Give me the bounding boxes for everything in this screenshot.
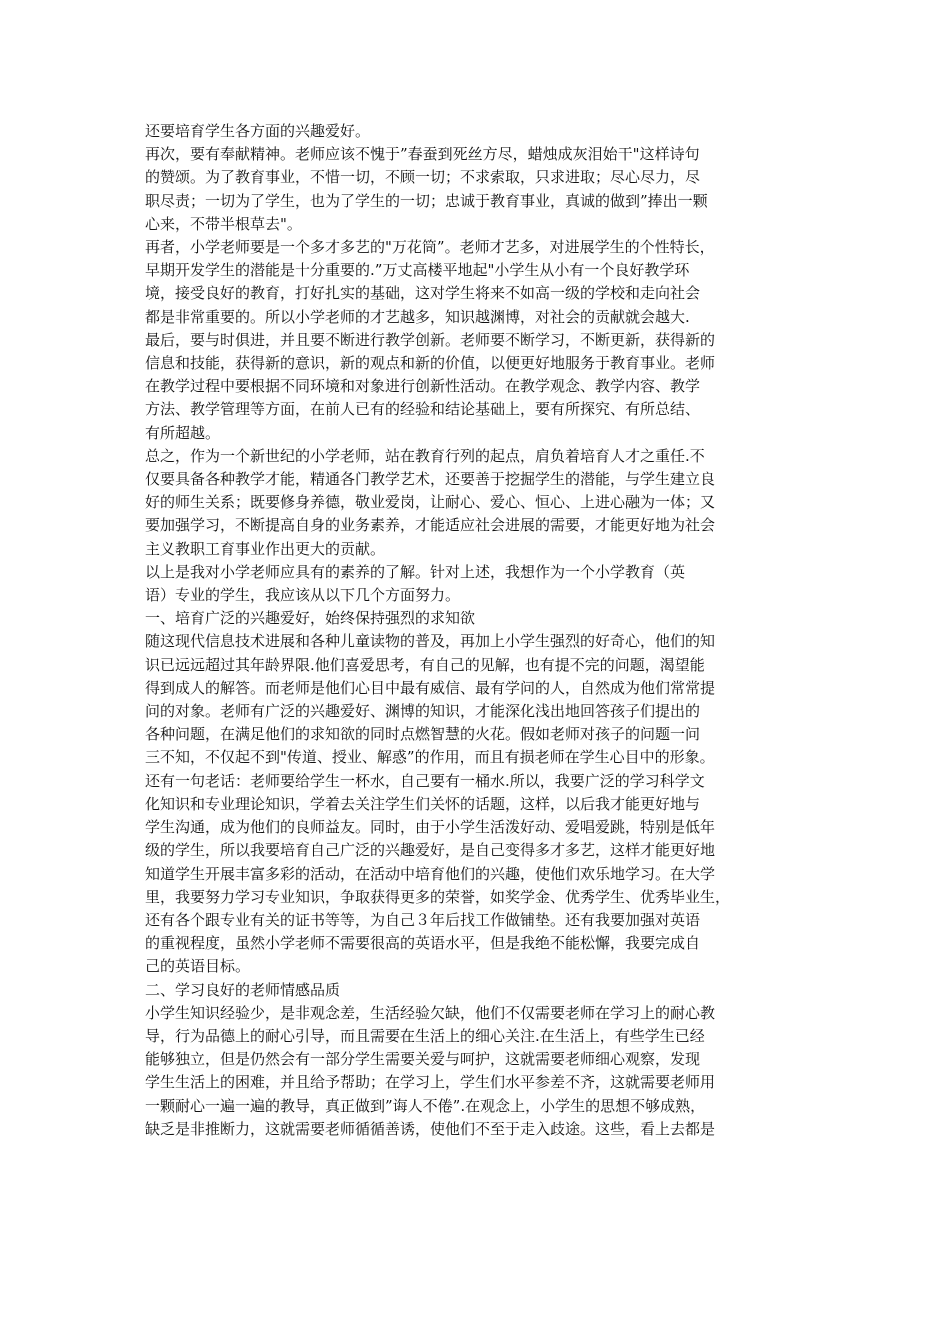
text-line: 以上是我对小学老师应具有的素养的了解。针对上述，我想作为一个小学教育（英: [145, 562, 686, 581]
text-line: 能够独立，但是仍然会有一部分学生需要关爱与呵护，这就需要老师细心观察，发现: [145, 1050, 701, 1069]
text-line: 总之，作为一个新世纪的小学老师，站在教育行列的起点，肩负着培育人才之重任.不: [145, 446, 705, 465]
text-line: 得到成人的解答。而老师是他们心目中最有威信、最有学问的人，自然成为他们常常提: [145, 678, 716, 697]
text-line: 随这现代信息技术进展和各种儿童读物的普及，再加上小学生强烈的好奇心，他们的知: [145, 632, 716, 651]
text-line: 都是非常重要的。所以小学老师的才艺越多，知识越渊博，对社会的贡献就会越大.: [145, 307, 690, 326]
text-line: 级的学生，所以我要培育自己广泛的兴趣爱好，是自己变得多才多艺，这样才能更好地: [145, 841, 716, 860]
text-line: 境，接受良好的教育，打好扎实的基础，这对学生将来不如高一级的学校和走向社会: [145, 284, 701, 303]
text-line: 主义教职工育事业作出更大的贡献。: [145, 539, 386, 558]
text-line: 导，行为品德上的耐心引导，而且需要在生活上的细心关注.在生活上，有些学生已经: [145, 1026, 705, 1045]
text-line: 有所超越。: [145, 423, 221, 442]
paragraph: [145, 236, 815, 329]
text-line: 还有各个跟专业有关的证书等等，为自己３年后找工作做铺垫。还有我要加强对英语: [145, 910, 701, 929]
text-line: 好的师生关系；既要修身养德，敬业爱岗，让耐心、爱心、恒心、上进心融为一体；又: [145, 493, 716, 512]
text-line: 问的对象。老师有广泛的兴趣爱好、渊博的知识，才能深化浅出地回答孩子们提出的: [145, 702, 701, 721]
text-line: 化知识和专业理论知识，学着去关注学生们关怀的话题，这样，以后我才能更好地与: [145, 794, 701, 813]
paragraph: [145, 1002, 815, 1141]
text-line: 二、学习良好的老师情感品质: [145, 980, 341, 999]
text-line: 一、培育广泛的兴趣爱好，始终保持强烈的求知欲: [145, 609, 476, 628]
text-line: 缺乏是非推断力，这就需要老师循循善诱，使他们不至于走入歧途。这些，看上去都是: [145, 1119, 716, 1138]
text-line: 再者，小学老师要是一个多才多艺的"万花筒”。老师才艺多，对进展学生的个性特长，: [145, 238, 715, 257]
paragraph: [145, 329, 815, 445]
text-line: 要加强学习，不断提高自身的业务素养，才能适应社会进展的需要，才能更好地为社会: [145, 516, 716, 535]
paragraph: [145, 143, 815, 236]
text-line: 早期开发学生的潜能是十分重要的.”万丈高楼平地起"小学生从小有一个良好教学环: [145, 261, 690, 280]
paragraph: [145, 120, 815, 143]
text-line: 知道学生开展丰富多彩的活动，在活动中培育他们的兴趣，使他们欢乐地学习。在大学: [145, 864, 716, 883]
text-line: 在教学过程中要根据不同环境和对象进行创新性活动。在教学观念、教学内容、教学: [145, 377, 701, 396]
text-line: 还要培育学生各方面的兴趣爱好。: [145, 122, 371, 140]
text-line: 心来，不带半根草去"。: [145, 214, 302, 233]
text-line: 语）专业的学生，我应该从以下几个方面努力。: [145, 586, 461, 605]
paragraph: [145, 445, 815, 561]
text-line: 职尽责；一切为了学生，也为了学生的一切；忠诚于教育事业，真诚的做到”捧出一颗: [145, 191, 708, 210]
text-line: 的重视程度，虽然小学老师不需要很高的英语水平，但是我绝不能松懈，我要完成自: [145, 934, 701, 953]
section-heading: [145, 979, 815, 1002]
text-line: 学生生活上的困难，并且给予帮助；在学习上，学生们水平参差不齐，这就需要老师用: [145, 1073, 716, 1092]
text-line: 还有一句老话：老师要给学生一杯水，自己要有一桶水.所以，我要广泛的学习科学文: [145, 771, 705, 790]
paragraph: [145, 630, 815, 978]
text-line: 方法、教学管理等方面，在前人已有的经验和结论基础上，要有所探究、有所总结、: [145, 400, 701, 419]
section-heading: [145, 607, 815, 630]
text-line: 仅要具备各种教学才能，精通各门教学艺术，还要善于挖掘学生的潜能，与学生建立良: [145, 470, 716, 489]
document-page: [145, 120, 815, 1141]
text-line: 三不知，不仅起不到"传道、授业、解惑”的作用，而且有损老师在学生心目中的形象。: [145, 748, 715, 767]
text-line: 己的英语目标。: [145, 957, 251, 976]
text-line: 里，我要努力学习专业知识，争取获得更多的荣誉，如奖学金、优秀学生、优秀毕业生，: [145, 887, 731, 906]
text-line: 小学生知识经验少，是非观念差，生活经验欠缺，他们不仅需要老师在学习上的耐心教: [145, 1003, 716, 1022]
text-line: 识已远远超过其年龄界限.他们喜爱思考，有自己的见解，也有提不完的问题，渴望能: [145, 655, 705, 674]
text-line: 的赞颂。为了教育事业，不惜一切，不顾一切；不求索取，只求进取；尽心尽力，尽: [145, 168, 701, 187]
text-line: 学生沟通，成为他们的良师益友。同时，由于小学生活泼好动、爱唱爱跳，特别是低年: [145, 818, 716, 837]
text-line: 各种问题，在满足他们的求知欲的同时点燃智慧的火花。假如老师对孩子的问题一问: [145, 725, 701, 744]
text-line: 再次，要有奉献精神。老师应该不愧于”春蚕到死丝方尽，蜡烛成灰泪始干"这样诗句: [145, 145, 700, 164]
text-line: 最后，要与时俱进，并且要不断进行教学创新。老师要不断学习，不断更新，获得新的: [145, 330, 716, 349]
text-line: 信息和技能，获得新的意识，新的观点和新的价值，以便更好地服务于教育事业。老师: [145, 354, 716, 373]
paragraph: [145, 561, 815, 607]
text-line: 一颗耐心一遍一遍的教导，真正做到”诲人不倦”.在观念上，小学生的思想不够成熟，: [145, 1096, 706, 1115]
